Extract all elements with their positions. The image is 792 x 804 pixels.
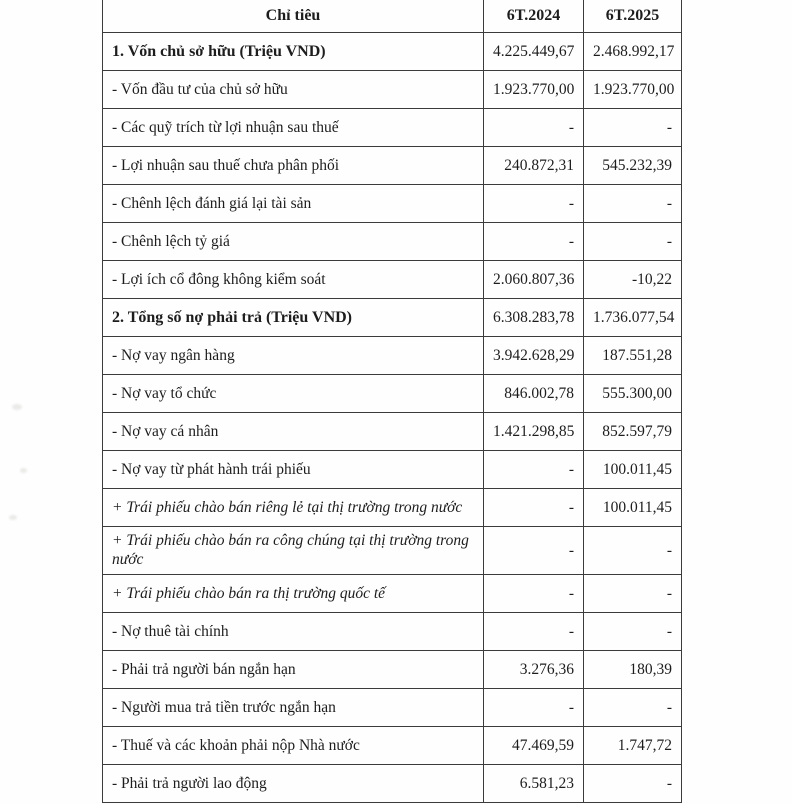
value-6t-2024: 4.225.449,67: [484, 33, 584, 71]
value-6t-2024: -: [484, 451, 584, 489]
row-label: - Nợ thuê tài chính: [103, 612, 484, 650]
value-6t-2025: -: [584, 764, 682, 802]
value-6t-2024: -: [484, 185, 584, 223]
value-6t-2024: -: [484, 612, 584, 650]
scan-artifact: [20, 468, 27, 473]
header-6t-2025: 6T.2025: [584, 0, 682, 33]
value-6t-2024: -: [484, 574, 584, 612]
value-6t-2025: 545.232,39: [584, 147, 682, 185]
table-row: [103, 147, 682, 185]
scan-artifact: [12, 404, 22, 410]
value-6t-2025: -: [584, 688, 682, 726]
table-row: [103, 489, 682, 527]
value-6t-2025: 180,39: [584, 650, 682, 688]
row-label: - Thuế và các khoản phải nộp Nhà nước: [103, 726, 484, 764]
scan-artifact: [9, 515, 17, 520]
value-6t-2024: -: [484, 527, 584, 575]
row-label: - Vốn đầu tư của chủ sở hữu: [103, 71, 484, 109]
row-label: 1. Vốn chủ sở hữu (Triệu VND): [103, 33, 484, 71]
value-6t-2024: 6.581,23: [484, 764, 584, 802]
value-6t-2025: 187.551,28: [584, 337, 682, 375]
table-row: [103, 261, 682, 299]
table-row: [103, 451, 682, 489]
table-row: [103, 337, 682, 375]
value-6t-2024: 1.421.298,85: [484, 413, 584, 451]
table-row: [103, 413, 682, 451]
row-label: - Nợ vay từ phát hành trái phiếu: [103, 451, 484, 489]
header-6t-2024: 6T.2024: [484, 0, 584, 33]
row-label: - Nợ vay cá nhân: [103, 413, 484, 451]
row-label: - Các quỹ trích từ lợi nhuận sau thuế: [103, 109, 484, 147]
value-6t-2025: -: [584, 109, 682, 147]
value-6t-2024: 6.308.283,78: [484, 299, 584, 337]
row-label: + Trái phiếu chào bán ra thị trường quốc tế: [103, 574, 484, 612]
row-label: - Lợi nhuận sau thuế chưa phân phối: [103, 147, 484, 185]
value-6t-2024: 47.469,59: [484, 726, 584, 764]
value-6t-2024: -: [484, 688, 584, 726]
value-6t-2025: -: [584, 527, 682, 575]
value-6t-2025: -: [584, 612, 682, 650]
value-6t-2024: 3.942.628,29: [484, 337, 584, 375]
table-body: [103, 33, 682, 803]
table-header: [103, 0, 682, 33]
table-row: [103, 71, 682, 109]
table-row: [103, 527, 682, 575]
table-row: [103, 574, 682, 612]
value-6t-2024: -: [484, 109, 584, 147]
financial-table: [102, 0, 682, 803]
value-6t-2025: 1.923.770,00: [584, 71, 682, 109]
row-label: - Nợ vay tổ chức: [103, 375, 484, 413]
table-row: [103, 223, 682, 261]
value-6t-2024: 846.002,78: [484, 375, 584, 413]
value-6t-2025: 1.747,72: [584, 726, 682, 764]
value-6t-2025: 1.736.077,54: [584, 299, 682, 337]
value-6t-2025: 852.597,79: [584, 413, 682, 451]
row-label: + Trái phiếu chào bán ra công chúng tại thị trường trong nước: [103, 527, 484, 575]
value-6t-2025: -10,22: [584, 261, 682, 299]
row-label: 2. Tổng số nợ phải trả (Triệu VND): [103, 299, 484, 337]
table-row: [103, 375, 682, 413]
row-label: - Người mua trả tiền trước ngắn hạn: [103, 688, 484, 726]
table-row: [103, 109, 682, 147]
row-label: - Nợ vay ngân hàng: [103, 337, 484, 375]
value-6t-2025: -: [584, 223, 682, 261]
value-6t-2025: 2.468.992,17: [584, 33, 682, 71]
value-6t-2024: 3.276,36: [484, 650, 584, 688]
value-6t-2024: 1.923.770,00: [484, 71, 584, 109]
table-row: [103, 612, 682, 650]
row-label: - Chênh lệch tỷ giá: [103, 223, 484, 261]
value-6t-2024: -: [484, 489, 584, 527]
value-6t-2025: -: [584, 185, 682, 223]
row-label: - Chênh lệch đánh giá lại tài sản: [103, 185, 484, 223]
table-row: [103, 33, 682, 71]
table-row: [103, 688, 682, 726]
table-row: [103, 726, 682, 764]
row-label: - Lợi ích cổ đông không kiểm soát: [103, 261, 484, 299]
table-row: [103, 650, 682, 688]
table-row: [103, 185, 682, 223]
row-label: - Phải trả người lao động: [103, 764, 484, 802]
value-6t-2024: 240.872,31: [484, 147, 584, 185]
value-6t-2024: -: [484, 223, 584, 261]
value-6t-2025: 100.011,45: [584, 451, 682, 489]
row-label: + Trái phiếu chào bán riêng lẻ tại thị trường trong nước: [103, 489, 484, 527]
table-row: [103, 299, 682, 337]
value-6t-2024: 2.060.807,36: [484, 261, 584, 299]
table-row: [103, 764, 682, 802]
header-chi-tieu: Chỉ tiêu: [103, 0, 484, 33]
value-6t-2025: -: [584, 574, 682, 612]
header-row: [103, 0, 682, 33]
value-6t-2025: 100.011,45: [584, 489, 682, 527]
row-label: - Phải trả người bán ngắn hạn: [103, 650, 484, 688]
value-6t-2025: 555.300,00: [584, 375, 682, 413]
